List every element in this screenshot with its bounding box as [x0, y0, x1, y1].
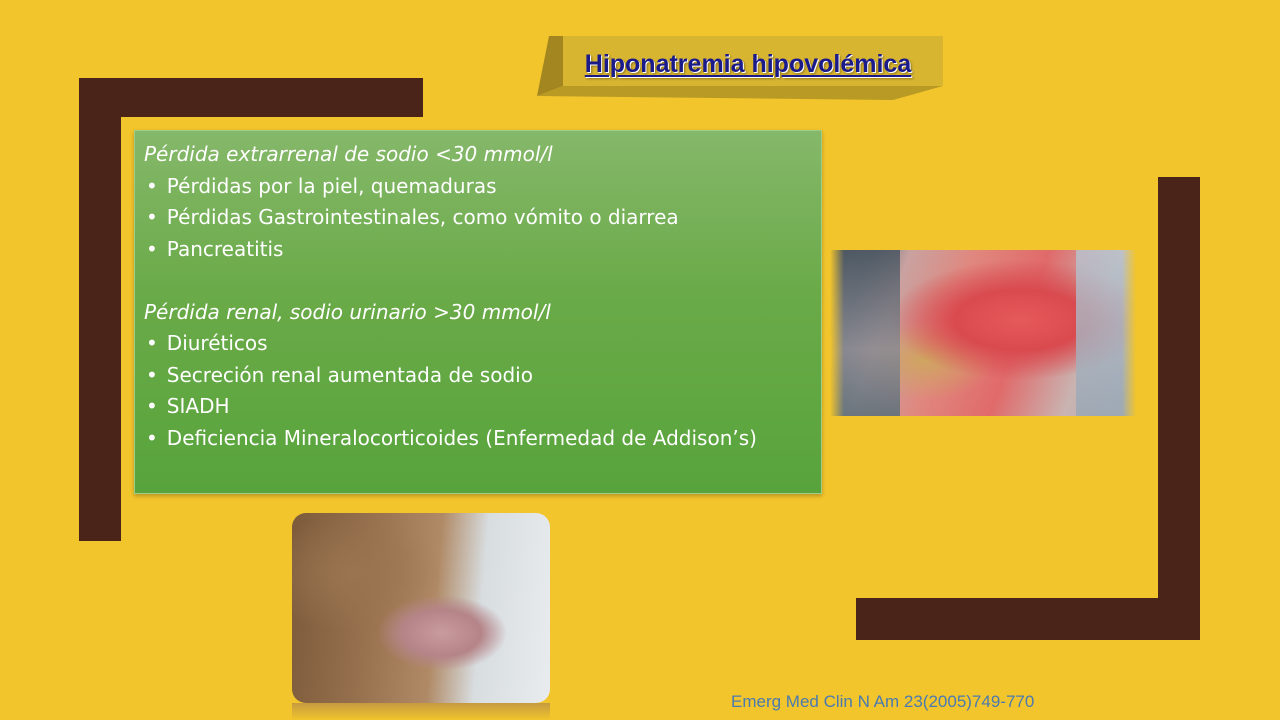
title-banner-shade	[537, 36, 563, 96]
slide-title: Hiponatremia hipovolémica	[584, 49, 912, 78]
section-spacer	[144, 265, 811, 297]
list-item: • Pérdidas Gastrointestinales, como vómito o diarrea	[144, 202, 811, 234]
photo-skin-region	[830, 250, 900, 416]
list-item: • Pérdidas por la piel, quemaduras	[144, 171, 811, 203]
list-item: • Secreción renal aumentada de sodio	[144, 360, 811, 392]
list-item: • Deficiencia Mineralocorticoides (Enfermedad de Addison’s)	[144, 423, 811, 455]
burn-wound-photo	[830, 250, 1136, 416]
list-item: • Diuréticos	[144, 328, 811, 360]
section-heading-renal: Pérdida renal, sodio urinario >30 mmol/l	[144, 299, 551, 324]
dry-tongue-photo	[292, 513, 550, 703]
photo-reflection	[292, 703, 550, 720]
frame-top-left-horizontal	[79, 78, 423, 117]
list-item: • SIADH	[144, 391, 811, 423]
frame-bottom-right-horizontal	[856, 598, 1200, 640]
photo-sheet-region	[1076, 250, 1136, 416]
frame-bottom-right-vertical	[1158, 177, 1200, 640]
citation: Emerg Med Clin N Am 23(2005)749-770	[731, 692, 1035, 711]
frame-top-left-vertical	[79, 78, 121, 541]
content-box	[134, 130, 822, 494]
title-banner-bottom	[537, 86, 943, 100]
list-item: • Pancreatitis	[144, 234, 811, 266]
section-heading-extrarenal: Pérdida extrarrenal de sodio <30 mmol/l	[144, 142, 553, 166]
